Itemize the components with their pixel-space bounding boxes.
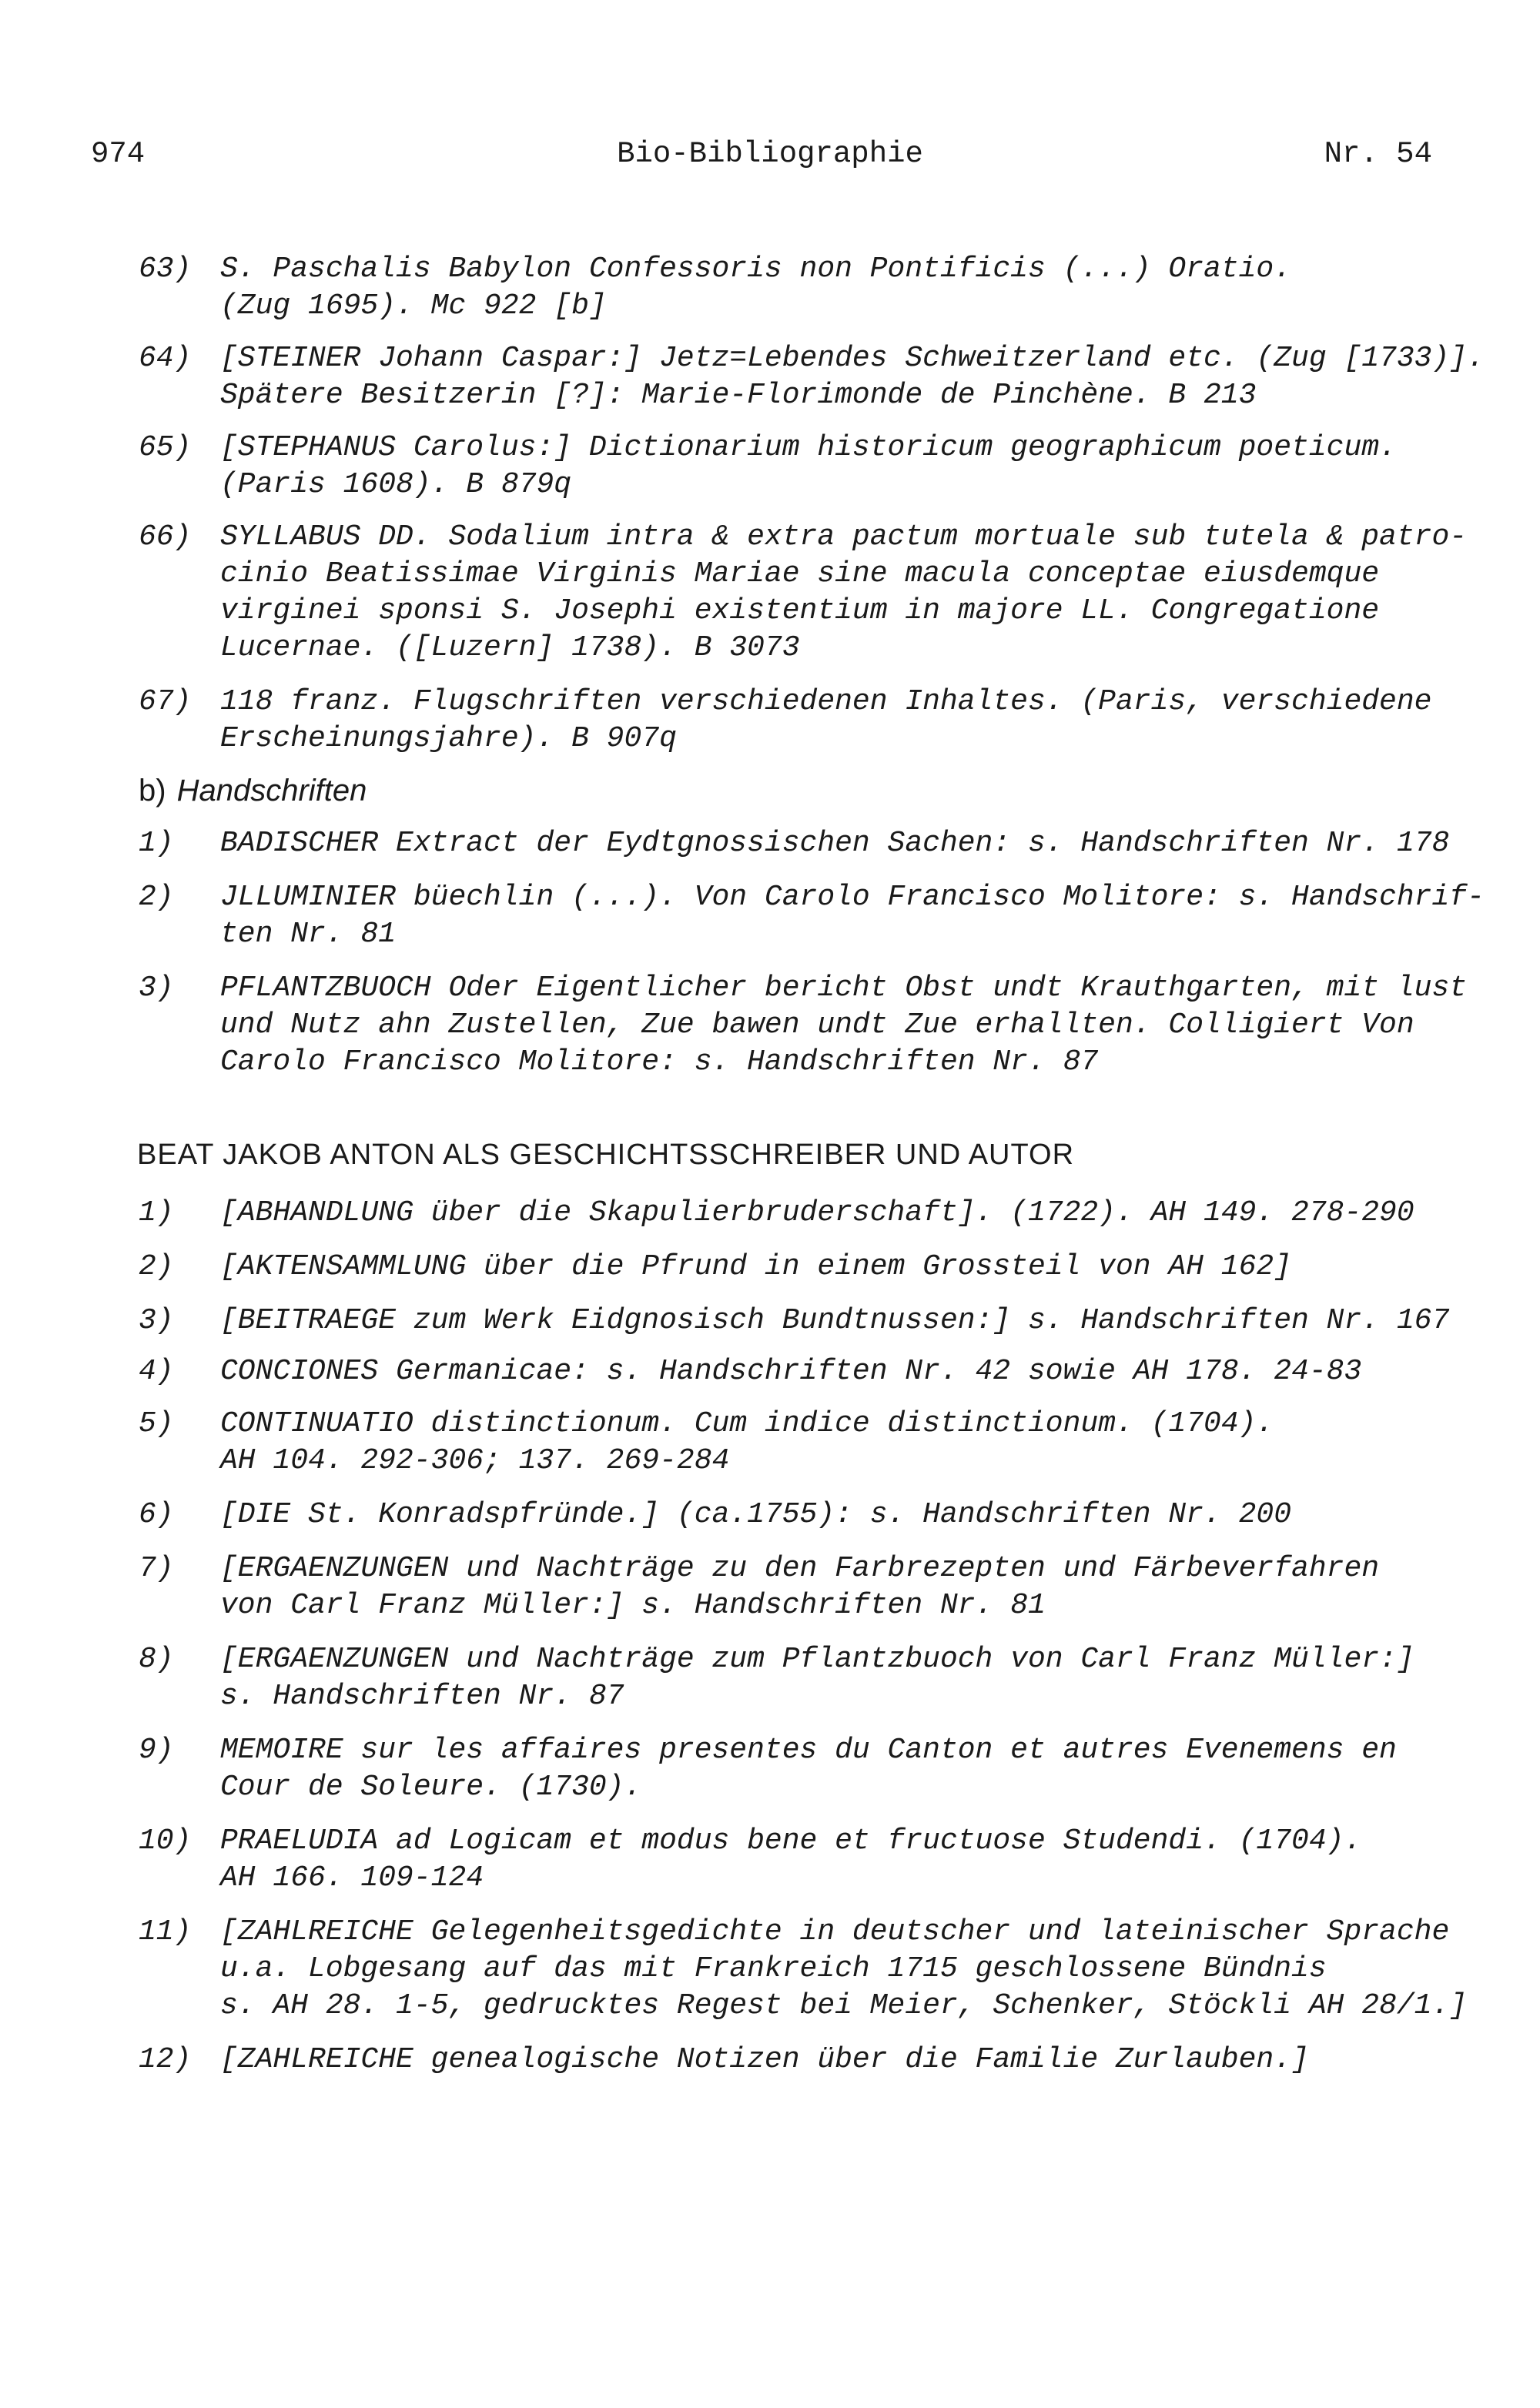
entry-line: CONTINUATIO distinctionum. Cum indice distinctionum. (1704). bbox=[220, 1407, 1274, 1440]
entry-text bbox=[220, 1353, 1445, 1390]
entry-line: [ZAHLREICHE Gelegenheitsgedichte in deutscher und lateinischer Sprache bbox=[220, 1915, 1450, 1948]
entry-line: s. AH 28. 1-5, gedrucktes Regest bei Meier, Schenker, Stöckli AH 28/1.] bbox=[220, 1989, 1468, 2022]
entry-line: Carolo Francisco Molitore: s. Handschriften Nr. 87 bbox=[220, 1045, 1099, 1079]
entry-line: cinio Beatissimae Virginis Mariae sine macula conceptae eiusdemque bbox=[220, 557, 1380, 590]
entry-line: PRAELUDIA ad Logicam et modus bene et fructuose Studendi. (1704). bbox=[220, 1824, 1362, 1858]
entry-line: S. Paschalis Babylon Confessoris non Pontificis (...) Oratio. bbox=[220, 253, 1292, 286]
entry-text bbox=[220, 1249, 1445, 1286]
entry-number: 1) bbox=[139, 1196, 174, 1229]
entry-number: 6) bbox=[139, 1498, 174, 1531]
entry-text bbox=[220, 251, 1445, 325]
entry-number: 11) bbox=[139, 1915, 192, 1948]
entry-line: PFLANTZBUOCH Oder Eigentlicher bericht Obst undt Krauthgarten, mit lust bbox=[220, 972, 1468, 1005]
entry-line: und Nutz ahn Zustellen, Zue bawen undt Zue erhallten. Colligiert Von bbox=[220, 1008, 1414, 1042]
entry-line: JLLUMINIER büechlin (...). Von Carolo Francisco Molitore: s. Handschrif- bbox=[220, 881, 1485, 914]
entry-line: u.a. Lobgesang auf das mit Frankreich 1715 geschlossene Bündnis bbox=[220, 1952, 1327, 1985]
entry-line: 118 franz. Flugschriften verschiedenen Inhaltes. (Paris, verschiedene bbox=[220, 685, 1432, 718]
entry-number: 66) bbox=[139, 520, 192, 554]
entry-text bbox=[220, 879, 1485, 953]
entry-text bbox=[220, 1641, 1445, 1715]
entry-number: 8) bbox=[139, 1643, 174, 1676]
entry-text bbox=[220, 1732, 1445, 1806]
entry-number: 9) bbox=[139, 1734, 174, 1767]
entry-text bbox=[220, 1497, 1445, 1533]
entry-line: MEMOIRE sur les affaires presentes du Canton et autres Evenemens en bbox=[220, 1734, 1397, 1767]
entry-number: 7) bbox=[139, 1552, 174, 1585]
section-number: Nr. 54 bbox=[1324, 137, 1432, 171]
entry-number: 1) bbox=[139, 827, 174, 860]
entry-number: 65) bbox=[139, 431, 192, 464]
entry-line: [STEPHANUS Carolus:] Dictionarium historicum geographicum poeticum. bbox=[220, 431, 1397, 464]
entry-line: ten Nr. 81 bbox=[220, 918, 397, 951]
entry-line: [ERGAENZUNGEN und Nachträge zum Pflantzbuoch von Carl Franz Müller:] bbox=[220, 1643, 1414, 1676]
entry-line: [ERGAENZUNGEN und Nachträge zu den Farbrezepten und Färbeverfahren bbox=[220, 1552, 1380, 1585]
entry-number: 2) bbox=[139, 881, 174, 914]
entry-text bbox=[220, 1406, 1445, 1480]
entry-line: CONCIONES Germanicae: s. Handschriften Nr. 42 sowie AH 178. 24-83 bbox=[220, 1355, 1362, 1388]
entry-number: 63) bbox=[139, 253, 192, 286]
entry-text bbox=[220, 684, 1445, 758]
entry-line: (Zug 1695). Mc 922 [b] bbox=[220, 289, 607, 323]
entry-line: [DIE St. Konradspfründe.] (ca.1755): s. Handschriften Nr. 200 bbox=[220, 1498, 1292, 1531]
entry-text bbox=[220, 1550, 1445, 1624]
entry-number: 64) bbox=[139, 342, 192, 375]
entry-line: [AKTENSAMMLUNG über die Pfrund in einem Grossteil von AH 162] bbox=[220, 1250, 1292, 1283]
subsection-heading bbox=[139, 772, 367, 809]
entry-line: [ZAHLREICHE genealogische Notizen über die Familie Zurlauben.] bbox=[220, 2043, 1309, 2076]
entry-text bbox=[220, 340, 1485, 414]
page-number: 974 bbox=[91, 137, 146, 171]
entry-number: 2) bbox=[139, 1250, 174, 1283]
entry-text bbox=[220, 1914, 1468, 2025]
entry-line: von Carl Franz Müller:] s. Handschriften Nr. 81 bbox=[220, 1589, 1046, 1622]
entry-text bbox=[220, 1195, 1445, 1232]
running-title: Bio-Bibliographie bbox=[617, 137, 923, 171]
entry-line: s. Handschriften Nr. 87 bbox=[220, 1680, 624, 1713]
entry-line: [BEITRAEGE zum Werk Eidgnosisch Bundtnussen:] s. Handschriften Nr. 167 bbox=[220, 1304, 1450, 1337]
entry-line: Erscheinungsjahre). B 907q bbox=[220, 722, 677, 755]
subsection-title: Handschriften bbox=[176, 774, 367, 808]
entry-number: 3) bbox=[139, 1304, 174, 1337]
entry-text bbox=[220, 430, 1445, 503]
entry-number: 10) bbox=[139, 1824, 192, 1858]
page-header bbox=[0, 137, 1540, 176]
entry-number: 3) bbox=[139, 972, 174, 1005]
entry-line: Lucernae. ([Luzern] 1738). B 3073 bbox=[220, 631, 800, 664]
entry-line: virginei sponsi S. Josephi existentium in majore LL. Congregatione bbox=[220, 594, 1380, 627]
entry-text bbox=[220, 2042, 1445, 2079]
entry-line: [ABHANDLUNG über die Skapulierbruderschaft]. (1722). AH 149. 278-290 bbox=[220, 1196, 1414, 1229]
entry-line: Spätere Besitzerin [?]: Marie-Florimonde de Pinchène. B 213 bbox=[220, 379, 1257, 412]
section-heading: BEAT JAKOB ANTON ALS GESCHICHTSSCHREIBER UND AUTOR bbox=[137, 1139, 1075, 1171]
entry-line: AH 104. 292-306; 137. 269-284 bbox=[220, 1444, 730, 1477]
entry-line: BADISCHER Extract der Eydtgnossischen Sachen: s. Handschriften Nr. 178 bbox=[220, 827, 1450, 860]
entry-text bbox=[220, 825, 1450, 862]
entry-number: 4) bbox=[139, 1355, 174, 1388]
entry-text bbox=[220, 1823, 1445, 1897]
entry-line: AH 166. 109-124 bbox=[220, 1861, 484, 1895]
subsection-label: b) bbox=[139, 774, 166, 808]
entry-line: (Paris 1608). B 879q bbox=[220, 468, 572, 501]
entry-text bbox=[220, 970, 1468, 1081]
entry-number: 5) bbox=[139, 1407, 174, 1440]
entry-line: Cour de Soleure. (1730). bbox=[220, 1771, 642, 1804]
entry-text bbox=[220, 1303, 1450, 1339]
entry-line: [STEINER Johann Caspar:] Jetz=Lebendes Schweitzerland etc. (Zug [1733)]. bbox=[220, 342, 1485, 375]
entry-number: 67) bbox=[139, 685, 192, 718]
entry-text bbox=[220, 519, 1468, 667]
entry-line: SYLLABUS DD. Sodalium intra & extra pactum mortuale sub tutela & patro- bbox=[220, 520, 1468, 554]
entry-number: 12) bbox=[139, 2043, 192, 2076]
